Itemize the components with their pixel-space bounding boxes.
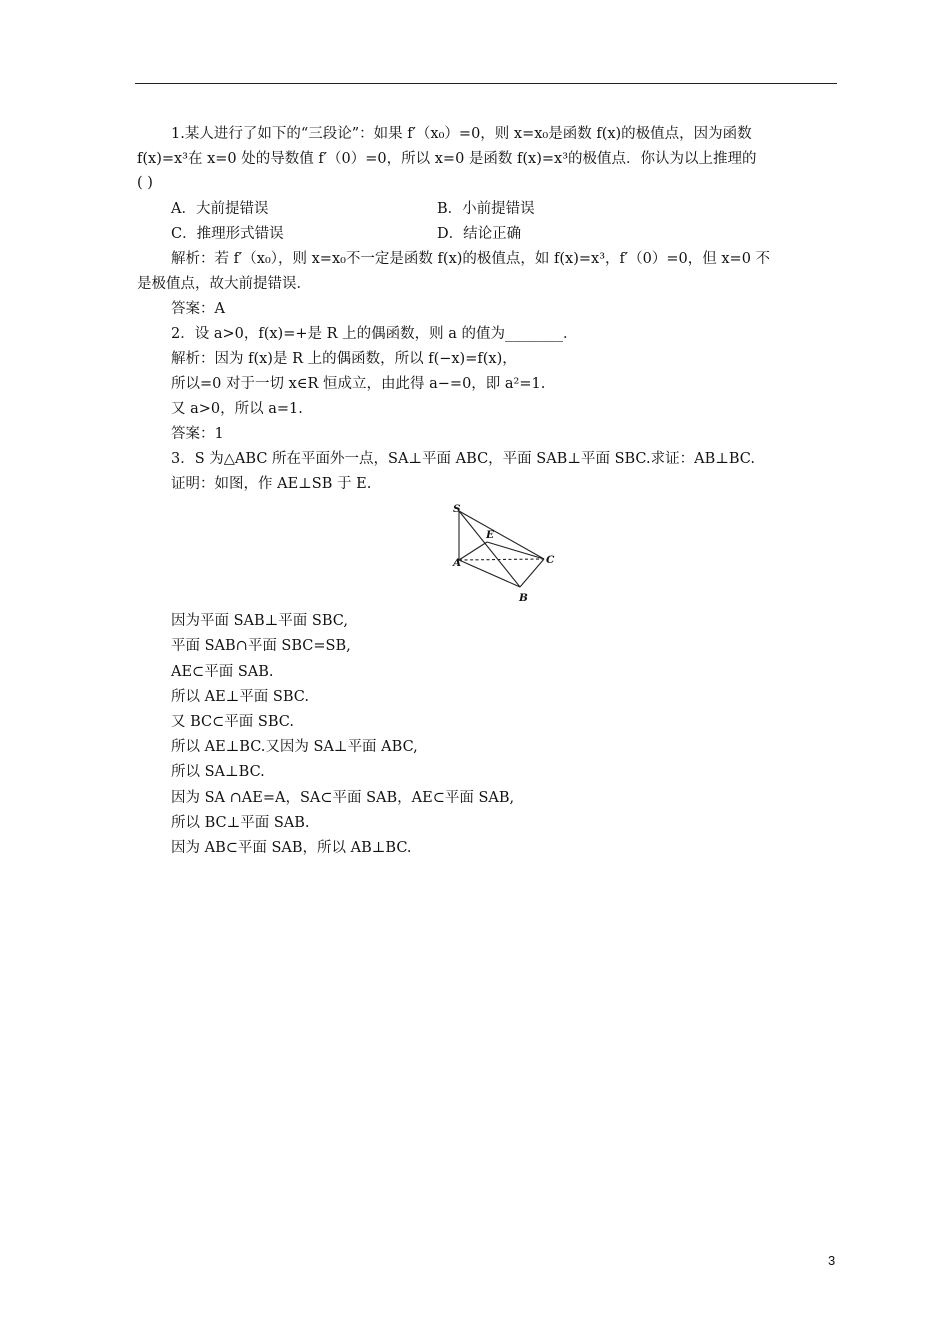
proof-step-7: 所以 SA⊥BC. (171, 764, 265, 780)
proof-step-10: 因为 AB⊂平面 SAB，所以 AB⊥BC. (171, 840, 412, 856)
label-s: S (453, 503, 461, 515)
segment-ae (459, 542, 487, 560)
label-b: B (519, 592, 528, 604)
label-e: E (486, 529, 495, 541)
p3-proof-intro: 证明：如图，作 AE⊥SB 于 E. (171, 476, 372, 492)
proof-step-6: 所以 AE⊥BC.又因为 SA⊥平面 ABC, (171, 739, 418, 755)
p1-answer-blank: ( ) (137, 175, 153, 191)
label-a: A (453, 557, 462, 569)
proof-step-8: 因为 SA ∩AE=A，SA⊂平面 SAB，AE⊂平面 SAB, (171, 790, 515, 806)
edge-ab (459, 560, 520, 587)
p2-analysis-line1: 解析：因为 f(x)是 R 上的偶函数，所以 f(−x)=f(x)， (171, 351, 517, 367)
p1-question-line1: 1.某人进行了如下的“三段论”：如果 f′（x₀）=0，则 x=x₀是函数 f(x)的极值点，因为函数 (171, 126, 752, 142)
p1-option-a: A．大前提错误 (171, 201, 269, 217)
edge-ac-hidden (459, 559, 544, 560)
p1-option-d: D．结论正确 (437, 226, 522, 242)
p1-analysis-line1: 解析：若 f′（x₀），则 x=x₀不一定是函数 f(x)的极值点，如 f(x)=x³，f′（0）=0，但 x=0 不 (171, 251, 771, 267)
p2-answer: 答案：1 (171, 426, 224, 442)
proof-step-9: 所以 BC⊥平面 SAB. (171, 815, 310, 831)
p1-analysis-line2: 是极值点，故大前提错误． (137, 276, 311, 292)
tetrahedron-figure (440, 500, 580, 610)
proof-step-2: 平面 SAB∩平面 SBC=SB, (171, 638, 351, 654)
p1-option-c: C．推理形式错误 (171, 226, 284, 242)
p1-question-line2: f(x)=x³在 x=0 处的导数值 f′（0）=0，所以 x=0 是函数 f(x)=x³的极值点．你认为以上推理的 (137, 151, 757, 167)
proof-step-5: 又 BC⊂平面 SBC. (171, 714, 294, 730)
label-c: C (546, 554, 555, 566)
proof-step-4: 所以 AE⊥平面 SBC. (171, 689, 309, 705)
p1-answer: 答案：A (171, 301, 225, 317)
p2-question: 2．设 a>0，f(x)=+是 R 上的偶函数，则 a 的值为________． (171, 326, 578, 342)
header-rule (135, 83, 837, 84)
page-number: 3 (828, 1253, 836, 1268)
p3-question: 3．S 为△ABC 所在平面外一点，SA⊥平面 ABC，平面 SAB⊥平面 SBC.求证：AB⊥BC. (171, 451, 755, 467)
proof-step-3: AE⊂平面 SAB. (171, 664, 274, 680)
p2-analysis-line3: 又 a>0，所以 a=1. (171, 401, 303, 417)
p1-option-b: B．小前提错误 (437, 201, 535, 217)
proof-step-1: 因为平面 SAB⊥平面 SBC, (171, 613, 348, 629)
p2-analysis-line2: 所以=0 对于一切 x∈R 恒成立，由此得 a−=0，即 a²=1. (171, 376, 546, 392)
edge-bc (520, 559, 544, 587)
